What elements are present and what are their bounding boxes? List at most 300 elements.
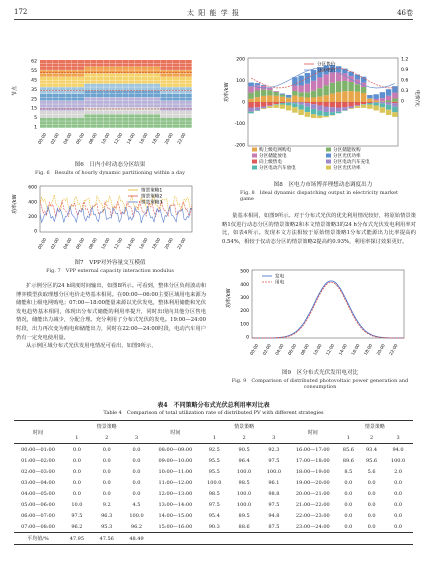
table-cell: 95.5 [208, 468, 220, 475]
fig8-bar-positive [317, 77, 322, 88]
table-cell: 0.0 [132, 468, 141, 475]
fig8-legend-top-label: 分区售价 [317, 62, 336, 68]
fig6-cell [97, 80, 103, 83]
table-cell: 9.2 [102, 501, 111, 508]
table-row [14, 510, 413, 521]
fig6-cell [84, 111, 90, 114]
fig8-bar-positive [361, 93, 366, 102]
table-cell: 97.5 [268, 501, 280, 508]
fig8-bar-negative [305, 102, 310, 103]
fig8-bar-negative [380, 107, 385, 112]
right-column-text [222, 212, 416, 246]
fig8-yticks-left [235, 57, 246, 149]
fig6-cell [148, 74, 154, 77]
fig6-caption-cn: 图6 日内小时动态分区结果 [74, 162, 146, 168]
fig6-cell [40, 80, 46, 83]
fig6-cell [84, 74, 90, 77]
fig9-xtick: 04:00 [274, 343, 285, 356]
fig8-bar-positive [342, 81, 347, 91]
fig9-xtick: 12:00 [324, 343, 336, 356]
fig8-bar-negative [392, 107, 397, 112]
fig6-cell [160, 111, 166, 114]
fig6-cell [91, 97, 97, 100]
table-cell: 92.5 [208, 446, 220, 453]
fig8-bar-positive [355, 84, 360, 91]
fig6-cell [84, 125, 90, 128]
fig6-cell [53, 114, 59, 117]
fig6-cell [78, 63, 84, 66]
fig6-cell [173, 63, 179, 66]
fig6-cell [141, 67, 147, 70]
fig8-bar-positive [330, 83, 335, 94]
fig6-cell [179, 80, 185, 83]
fig6-cell [141, 70, 147, 73]
fig6-cell [103, 104, 109, 107]
fig6-cell [103, 84, 109, 87]
fig8-bar-negative [323, 106, 328, 111]
fig6-cell [148, 84, 154, 87]
fig8-bar-positive [361, 77, 366, 83]
table-cell: 15:00—16:00 [158, 523, 193, 530]
table-cell: 0.0 [102, 468, 111, 475]
table-row [14, 444, 413, 456]
fig6-cell [53, 60, 59, 63]
fig8-bar-positive [336, 92, 341, 102]
fig6-cell [78, 91, 84, 94]
fig6-xtick: 18:00 [150, 132, 162, 145]
fig7-ytick: 600 [28, 185, 37, 191]
fig8-bar-positive [305, 73, 310, 84]
fig6-cell [173, 104, 179, 107]
fig6-cell [129, 97, 135, 100]
fig6-cell [46, 80, 52, 83]
fig6-cell [110, 91, 116, 94]
fig6-cell [78, 60, 84, 63]
fig8-bar-positive [286, 95, 291, 97]
fig7-xtick: 12:00 [112, 237, 124, 250]
fig6-cell [110, 80, 116, 83]
table-cell: 0.0 [394, 490, 403, 497]
fig8-bar-negative [380, 102, 385, 103]
fig6-cell [154, 97, 160, 100]
fig8-bar-positive [273, 91, 278, 92]
fig8-bar-negative [342, 102, 347, 107]
table-cell: 5.6 [367, 468, 376, 475]
fig6-cell [141, 111, 147, 114]
fig8-ytick-right: 0.6 [401, 78, 409, 84]
fig6-cell [148, 118, 154, 121]
table-empty-cell [360, 533, 383, 545]
fig8-bar-positive [286, 97, 291, 98]
fig6-cell [78, 121, 84, 124]
fig8-bar-negative [355, 102, 360, 105]
fig6-cell [103, 97, 109, 100]
table-cell: 0.0 [132, 446, 141, 453]
fig6-ytick: 25 [31, 97, 37, 103]
fig6-cell [135, 104, 141, 107]
fig8-bar-negative [342, 107, 347, 110]
fig6-xtick: 10:00 [100, 132, 111, 145]
table-cell: 20:00—21:00 [295, 490, 330, 497]
fig6-cell [72, 91, 78, 94]
fig6-cell [116, 87, 122, 90]
fig8-legend-label: 分区电动汽车充电 [333, 160, 370, 165]
fig6-cell [91, 91, 97, 94]
fig7-xtick: 04:00 [62, 237, 73, 250]
table4-col-strategy: 情景策略 [96, 424, 117, 430]
table-cell: 01:00—02:00 [21, 457, 55, 464]
fig6-cell [40, 67, 46, 70]
fig6-cell [78, 101, 84, 104]
fig7-yticks [28, 185, 37, 235]
fig8-bar-negative [355, 106, 360, 108]
fig6-cell [135, 70, 141, 73]
fig6-cell [135, 114, 141, 117]
fig8-bar-positive [336, 81, 341, 92]
fig8-bar-negative [317, 116, 322, 118]
table-cell: 17:00—18:00 [295, 457, 330, 464]
fig8-bar-positive [280, 94, 285, 95]
fig8-bar-positive [330, 94, 335, 102]
fig6-cell [186, 63, 192, 66]
fig6-cell [40, 125, 46, 128]
fig8-bar-negative [255, 110, 260, 111]
fig9-legend-label: 发电 [275, 274, 285, 280]
fig8-bar-positive [323, 95, 328, 102]
fig8-bar-positive [323, 74, 328, 85]
table-cell: 0.0 [367, 523, 376, 530]
fig8-bar-positive [286, 98, 291, 102]
fig8-legend-bottom [252, 146, 370, 171]
table-cell: 22:00—23:00 [295, 512, 330, 519]
fig6-cell [173, 101, 179, 104]
fig6-cell [186, 80, 192, 83]
fig6-cell [78, 84, 84, 87]
fig8-bar-positive [298, 85, 303, 92]
fig6-cell [110, 94, 116, 97]
fig6-cell [110, 111, 116, 114]
fig6-cell [141, 104, 147, 107]
fig6-cell [116, 77, 122, 80]
fig8-bar-negative [361, 104, 366, 105]
table-cell: 100.0 [236, 468, 252, 475]
fig8-bar-negative [336, 112, 341, 114]
fig8-bar-positive [248, 93, 253, 99]
fig6-cell [110, 104, 116, 107]
fig6-cell [78, 104, 84, 107]
fig8-bar-positive [273, 92, 278, 96]
fig6-cell [116, 121, 122, 124]
fig6-cell [154, 101, 160, 104]
fig8-bar-negative [255, 107, 260, 110]
table4-subcol: 3 [272, 434, 276, 441]
table4-subcol: 1 [75, 434, 79, 441]
table-cell: 96.2 [71, 523, 83, 530]
fig8-bar-negative [380, 103, 385, 107]
fig6-cell [97, 74, 103, 77]
fig6-cell [72, 87, 78, 90]
table-cell: 0.0 [102, 457, 111, 464]
fig9-xtick: 10:00 [312, 343, 323, 356]
fig6-cell [186, 118, 192, 121]
fig7-ytick: 400 [28, 200, 37, 206]
fig6-cell [84, 114, 90, 117]
fig6-cell [141, 84, 147, 87]
fig6-cell [59, 77, 65, 80]
fig6-cell [40, 91, 46, 94]
fig6-cell [78, 114, 84, 117]
fig6-cell [186, 97, 192, 100]
fig6-cell [116, 97, 122, 100]
fig6-cell [97, 125, 103, 128]
fig6-xtick: 04:00 [62, 132, 73, 145]
table-cell: 0.0 [102, 479, 111, 486]
fig6-cell [122, 118, 128, 121]
table-cell: 0.0 [132, 457, 141, 464]
fig6-cell [103, 111, 109, 114]
fig8-bar-positive [373, 94, 378, 99]
fig8-bar-negative [267, 102, 272, 105]
fig8-bar-positive [248, 99, 253, 102]
table-average-cell: 47.56 [99, 535, 114, 542]
fig8-bar-negative [323, 102, 328, 106]
fig7-ytick: 0 [34, 229, 37, 235]
fig8-legend-label: 分区储能放电 [259, 154, 287, 159]
fig8-bar-positive [298, 92, 303, 97]
fig6-cell [53, 111, 59, 114]
fig8-bar-negative [342, 110, 347, 111]
table-cell: 0.0 [394, 501, 403, 508]
fig8-ytick-left: 200 [236, 57, 245, 63]
fig6-cell [167, 94, 173, 97]
fig6-cell [167, 80, 173, 83]
fig7-xtick: 06:00 [74, 237, 86, 250]
table-row [14, 477, 413, 488]
fig6-cell [110, 118, 116, 121]
fig6-cell [167, 111, 173, 114]
fig6-cell [103, 67, 109, 70]
fig6-cell [40, 63, 46, 66]
left-paragraph-1: 扩示例分区的24 h调度时间输出，如图8所示。可看到，整体分区负荷波动和博弈模型获取理想分区电价走势基本相同。在00:00—06:00主要区域用电来源为储能和上级电网购电；07:00—18:00能量来源以光伏发电，整体利用储能和光伏发电趋势基本相同，体现出分布式储能的利用率提升，同时出现向其他分区售电情况，储能出力减少，分配合理。充分利用了分布式光伏的发电。19:00—24:00时段，出力再次变为购电和储能出力，同时在22:00—24:00时段，电动汽车用户仍有一定充电使用量。 [16, 283, 206, 341]
table-cell: 0.0 [102, 446, 111, 453]
fig8-bar-positive [355, 92, 360, 102]
table-row [14, 521, 413, 533]
table4-subcol: 2 [105, 434, 109, 441]
fig6-cell [135, 94, 141, 97]
fig6-cell [46, 101, 52, 104]
fig6-cell [46, 77, 52, 80]
fig8-bar-negative [367, 102, 372, 103]
fig6-cell [65, 101, 71, 104]
fig6-cell [72, 80, 78, 83]
fig6-cell [186, 104, 192, 107]
table-cell: 94.0 [392, 446, 404, 453]
fig6-cell [91, 67, 97, 70]
fig8-bar-positive [311, 81, 316, 91]
table-cell: 0.0 [394, 512, 403, 519]
fig6-cell [173, 87, 179, 90]
fig6-cell [148, 104, 154, 107]
fig6-cell [129, 118, 135, 121]
fig6-cell [65, 94, 71, 97]
fig6-ytick: 35 [31, 87, 37, 93]
fig6-cell [141, 114, 147, 117]
fig6-cell [91, 63, 97, 66]
fig8-bar-negative [330, 102, 335, 107]
fig6-cell [110, 125, 116, 128]
table-cell: 10:00—11:00 [158, 468, 193, 475]
fig6-cell [46, 70, 52, 73]
table-cell: 97.5 [268, 457, 280, 464]
fig6-cell [84, 104, 90, 107]
fig6-cell [148, 67, 154, 70]
fig6-cell [97, 118, 103, 121]
fig8-bar-negative [267, 106, 272, 108]
fig8-bar-negative [323, 112, 328, 116]
fig6-cell [103, 91, 109, 94]
table-cell: 100.0 [390, 457, 406, 464]
fig6-cell [116, 101, 122, 104]
fig6-cell [91, 70, 97, 73]
fig6-cell [135, 101, 141, 104]
fig8-bar-positive [298, 97, 303, 102]
fig6-cell [53, 84, 59, 87]
fig6-cell [46, 87, 52, 90]
fig7-legend-label: 情景策略3 [141, 200, 163, 206]
fig6-cell [186, 67, 192, 70]
fig6-cell [84, 91, 90, 94]
fig8-bar-negative [280, 105, 285, 109]
fig6-xtick: 02:00 [49, 132, 60, 145]
table-row [14, 488, 413, 499]
fig6-cell [103, 87, 109, 90]
fig6-cell [103, 63, 109, 66]
table-cell: 100.0 [207, 479, 222, 486]
fig6-cell [167, 101, 173, 104]
fig8-bar-positive [392, 93, 397, 99]
table-cell: 98.5 [238, 479, 250, 486]
fig6-yticks [31, 59, 37, 131]
fig7-xticks [37, 237, 187, 250]
fig6-cell [72, 60, 78, 63]
fig6-cell [122, 60, 128, 63]
fig6-cell [46, 125, 52, 128]
fig8-bar-negative [386, 102, 391, 104]
fig6-cell [65, 67, 71, 70]
fig6-cell [141, 121, 147, 124]
table-average-cell: 48.49 [129, 535, 144, 542]
fig6-cell [78, 125, 84, 128]
table4-col-time: 时间 [170, 429, 181, 436]
fig6-cell [167, 125, 173, 128]
fig6-cell [110, 77, 116, 80]
fig6-cell [116, 94, 122, 97]
fig8-bar-negative [386, 105, 391, 110]
fig6-cell [129, 63, 135, 66]
fig6-cell [122, 94, 128, 97]
fig6-xtick: 20:00 [163, 132, 174, 145]
fig6-cell [65, 97, 71, 100]
fig8-bar-positive [305, 84, 310, 92]
table-cell: 2.0 [394, 468, 403, 475]
fig6-cell [186, 121, 192, 124]
fig6-cell [186, 91, 192, 94]
fig8-bar-negative [305, 107, 310, 112]
table4-subcol: 3 [396, 434, 400, 441]
fig8-bar-negative [280, 102, 285, 103]
fig6-cell [167, 63, 173, 66]
fig8-caption-en: Fig. 8 Ideal dynamic dispatching output in electricity market game [240, 190, 398, 202]
fig6-cell [179, 114, 185, 117]
fig6-cell [46, 97, 52, 100]
fig6-cell [154, 84, 160, 87]
fig6-cell [129, 60, 135, 63]
fig8-legend-swatch [326, 166, 331, 170]
fig6-cell [84, 97, 90, 100]
fig8-legend-swatch [252, 154, 257, 158]
fig6-cell [72, 101, 78, 104]
fig8-bar-negative [336, 102, 341, 107]
fig6-cell [122, 111, 128, 114]
fig8-legend-label: 购上级电网购电 [259, 148, 292, 153]
fig9-yticks [240, 269, 249, 341]
fig6-cell [72, 77, 78, 80]
fig6-xtick: 14:00 [125, 132, 136, 145]
fig6-cell [53, 87, 59, 90]
fig6-cell [91, 121, 97, 124]
fig8-legend-label: 分区储能收购 [333, 148, 361, 153]
left-column-text [16, 282, 206, 351]
fig6-cell [179, 67, 185, 70]
table-cell: 100.0 [129, 512, 144, 519]
fig6-cell [154, 104, 160, 107]
fig7-xtick: 22:00 [176, 237, 187, 250]
table-cell: 97.5 [208, 501, 220, 508]
fig6-cell [65, 125, 71, 128]
fig6-cell [97, 77, 103, 80]
fig6-cell [122, 70, 128, 73]
fig6-cell [103, 94, 109, 97]
table-cell: 02:00—03:00 [21, 468, 55, 475]
fig6-cell [173, 118, 179, 121]
fig6-cell [167, 84, 173, 87]
fig6-cell [154, 125, 160, 128]
fig6-cell [46, 94, 52, 97]
fig8-bar-negative [286, 105, 291, 110]
fig6-ytick: 5 [34, 116, 37, 122]
fig8-bar-positive [386, 96, 391, 101]
fig6-cell [65, 118, 71, 121]
fig6-cell [173, 114, 179, 117]
fig6-cell [72, 111, 78, 114]
table-cell: 95.6 [365, 457, 378, 464]
fig6-cell [46, 74, 52, 77]
fig6-cell [122, 121, 128, 124]
fig6-cell [53, 63, 59, 66]
fig8-bar-negative [348, 108, 353, 109]
fig6-cell [46, 118, 52, 121]
table-cell: 18:00—19:00 [295, 468, 330, 475]
fig8-bar-negative [292, 107, 297, 112]
fig8-legend-swatch [252, 160, 257, 164]
fig6-cell [173, 121, 179, 124]
fig8-bar-negative [348, 102, 353, 106]
fig6-cell [110, 87, 116, 90]
fig6-cell [160, 63, 166, 66]
fig8-bar-positive [323, 85, 328, 95]
fig6-cell [135, 74, 141, 77]
table-cell: 0.0 [132, 490, 141, 497]
